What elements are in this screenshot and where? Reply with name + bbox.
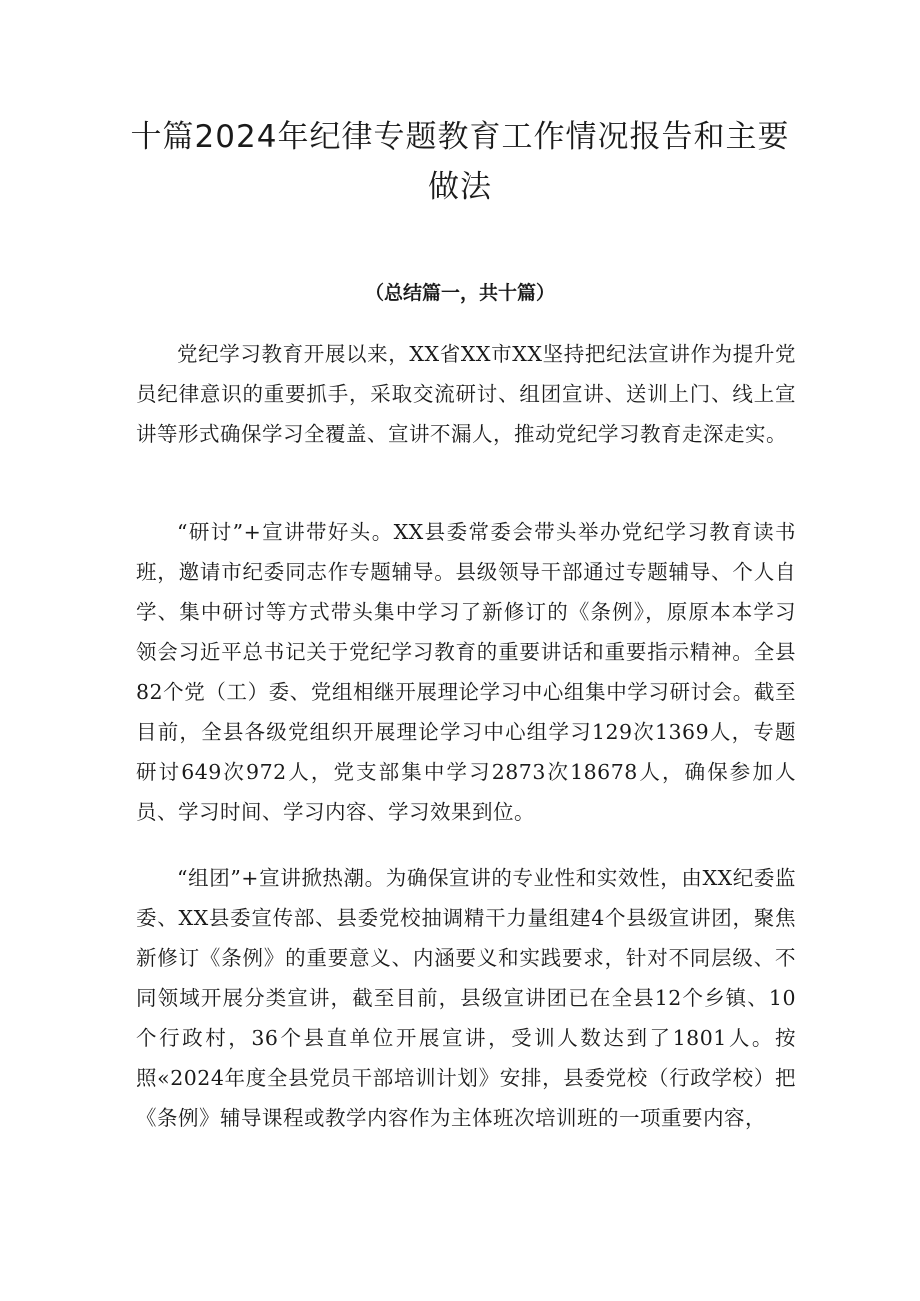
body-paragraph-2: “研讨”+宣讲带好头。XX县委常委会带头举办党纪学习教育读书班，邀请市纪委同志作专题辅导。县级领导干部通过专题辅导、个人自学、集中研讨等方式带头集中学习了新修订的《条例》，原原本本学习领会习近平总书记关于党纪学习教育的重要讲话和重要指示精神。全县82个党（工）委、党组相继开展理论学习中心组集中学习研讨会。截至目前，全县各级党组织开展理论学习中心组学习129次1369人，专题研讨649次972人，党支部集中学习2873次18678人，确保参加人员、学习时间、学习内容、学习效果到位。 (136, 520, 796, 824)
body-paragraph-3: “组团”+宣讲掀热潮。为确保宣讲的专业性和实效性，由XX纪委监委、XX县委宣传部、县委党校抽调精干力量组建4个县级宣讲团，聚焦新修订《条例》的重要意义、内涵要义和实践要求，针对不同层级、不同领域开展分类宣讲，截至目前，县级宣讲团已在全县12个乡镇、10个行政村，36个县直单位开展宣讲，受训人数达到了1801人。按照«2024年度全县党员干部培训计划》安排，县委党校（行政学校）把《条例》辅导课程或教学内容作为主体班次培训班的一项重要内容， (136, 866, 796, 1130)
body-paragraph-1: 党纪学习教育开展以来，XX省XX市XX坚持把纪法宣讲作为提升党员纪律意识的重要抓手，采取交流研讨、组团宣讲、送训上门、线上宣讲等形式确保学习全覆盖、宣讲不漏人，推动党纪学习教育走深走实。 (136, 342, 796, 446)
document-subtitle: （总结篇一，共十篇） (364, 282, 555, 304)
document-title: 十篇2024年纪律专题教育工作情况报告和主要做法 (130, 119, 790, 205)
